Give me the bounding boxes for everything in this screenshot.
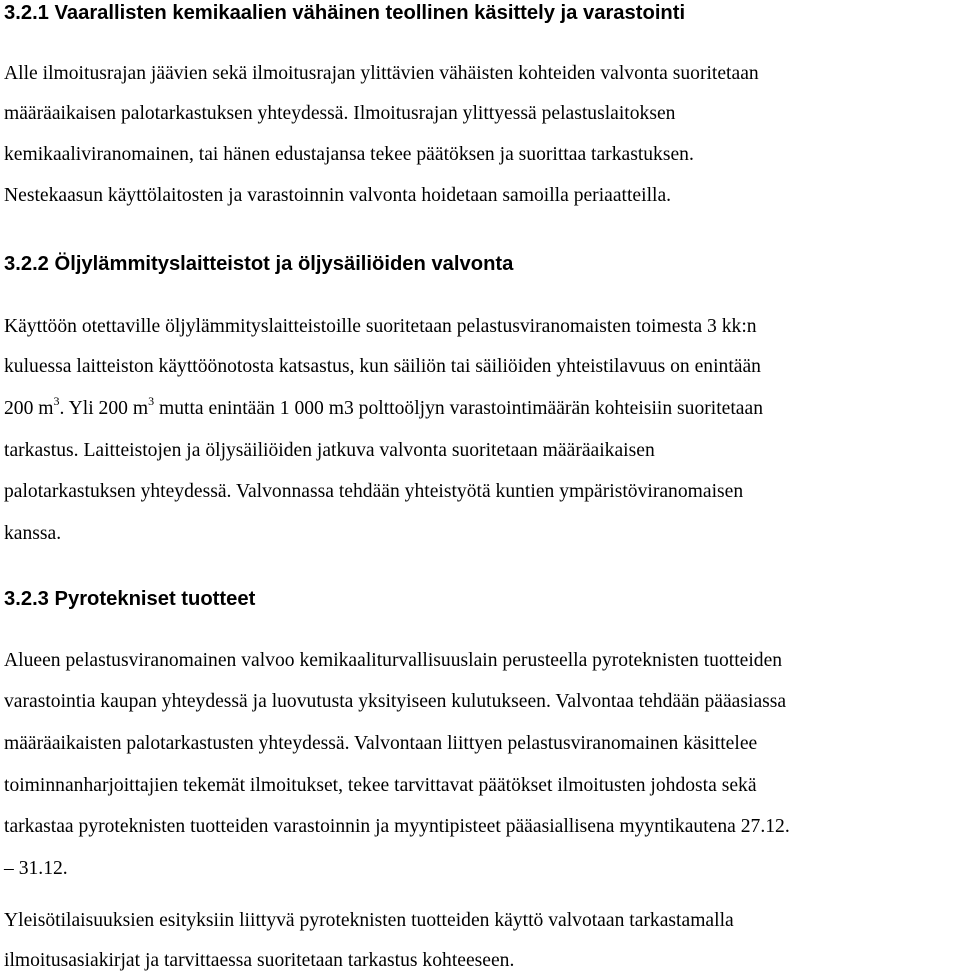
superscript: 3 [148,394,155,408]
text-fragment: mutta enintään 1 000 m3 polttoöljyn varastointimäärän kohteisiin suoritetaan [154,398,763,419]
paragraph-line: kanssa. [4,523,62,544]
paragraph-line: palotarkastuksen yhteydessä. Valvonnassa tehdään yhteistyötä kuntien ympäristöviranomaisen [4,481,744,502]
section-heading-3-2-2: 3.2.2 Öljylämmityslaitteistot ja öljysäiliöiden valvonta [4,253,514,275]
paragraph-line-with-superscript [4,394,763,421]
superscript: 3 [53,394,60,408]
paragraph-line: Alle ilmoitusrajan jäävien sekä ilmoitusrajan ylittävien vähäisten kohteiden valvonta suoritetaan [4,63,759,84]
paragraph-line: ilmoitusasiakirjat ja tarvittaessa suoritetaan tarkastus kohteeseen. [4,950,515,971]
section-heading-3-2-3: 3.2.3 Pyrotekniset tuotteet [4,588,256,610]
text-fragment: 200 m [4,398,54,419]
paragraph-line: määräaikaisten palotarkastusten yhteydessä. Valvontaan liittyen pelastusviranomainen käsittelee [4,733,758,754]
text-fragment: . Yli 200 m [59,398,149,419]
paragraph-line: määräaikaisen palotarkastuksen yhteydessä. Ilmoitusrajan ylittyessä pelastuslaitoksen [4,103,676,124]
paragraph-line: toiminnanharjoittajien tekemät ilmoitukset, tekee tarvittavat päätökset ilmoitusten johdosta sekä [4,775,757,796]
paragraph-line: kemikaaliviranomainen, tai hänen edustajansa tekee päätöksen ja suorittaa tarkastuksen. [4,144,694,165]
paragraph-line: Käyttöön otettaville öljylämmityslaitteistoille suoritetaan pelastusviranomaisten toimesta 3 kk:n [4,316,757,337]
section-heading-3-2-1: 3.2.1 Vaarallisten kemikaalien vähäinen teollinen käsittely ja varastointi [4,2,686,24]
paragraph-line: – 31.12. [4,858,68,879]
paragraph-line: tarkastaa pyroteknisten tuotteiden varastoinnin ja myyntipisteet pääasiallisena myyntikautena 27.12. [4,816,790,837]
paragraph-line: Yleisötilaisuuksien esityksiin liittyvä pyroteknisten tuotteiden käyttö valvotaan tarkastamalla [4,910,734,931]
paragraph-line: varastointia kaupan yhteydessä ja luovutusta yksityiseen kulutukseen. Valvontaa tehdään pääasiassa [4,691,787,712]
paragraph-line: Alueen pelastusviranomainen valvoo kemikaaliturvallisuuslain perusteella pyroteknisten tuotteiden [4,650,783,671]
paragraph-line: kuluessa laitteiston käyttöönotosta katsastus, kun säiliön tai säiliöiden yhteistilavuus on enintään [4,356,761,377]
paragraph-line: tarkastus. Laitteistojen ja öljysäiliöiden jatkuva valvonta suoritetaan määräaikaisen [4,440,655,461]
paragraph-line: Nestekaasun käyttölaitosten ja varastoinnin valvonta hoidetaan samoilla periaatteilla. [4,185,672,206]
